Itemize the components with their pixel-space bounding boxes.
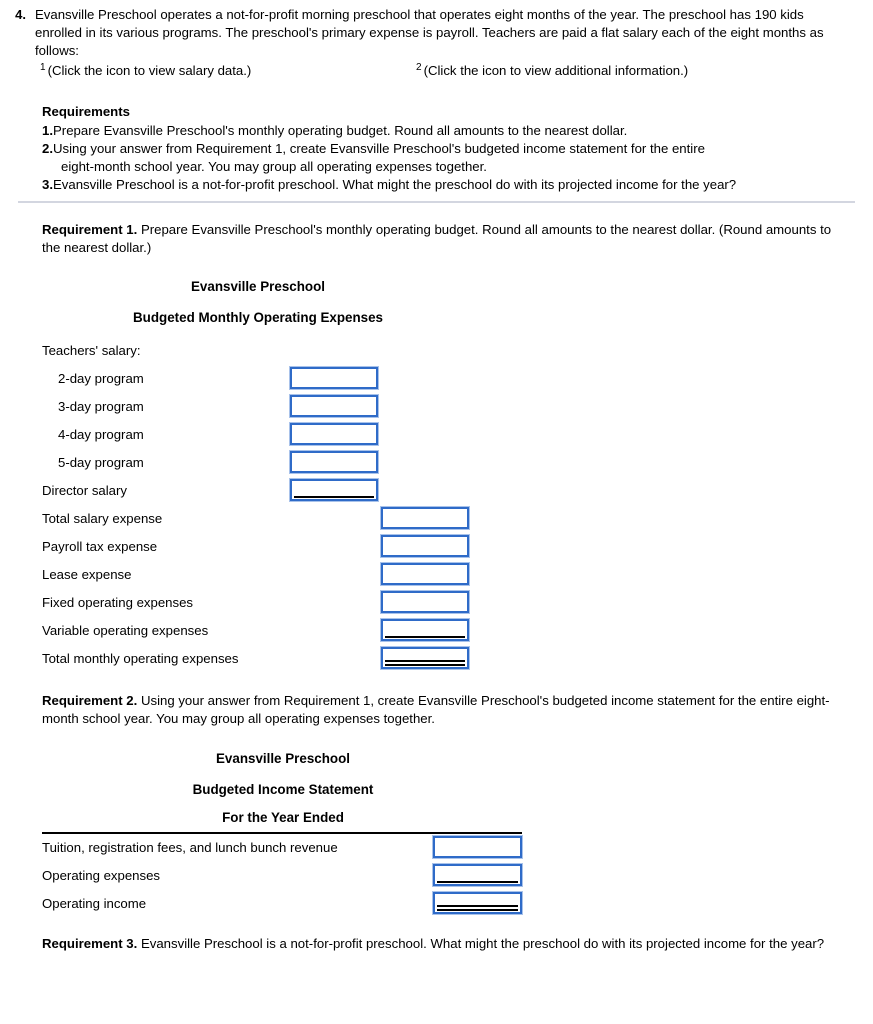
amount-input[interactable]	[383, 565, 467, 583]
amount-column-1	[290, 561, 381, 589]
amount-input-box[interactable]	[381, 619, 469, 641]
row-gutter	[0, 561, 42, 589]
amount-input-box[interactable]	[433, 892, 522, 914]
row-gutter	[0, 834, 42, 862]
requirement-3-label: Requirement 3.	[42, 936, 138, 951]
row-gutter	[0, 337, 42, 365]
row-gutter	[0, 890, 42, 918]
amount-column-2	[381, 393, 472, 421]
row-gutter	[0, 617, 42, 645]
row-gutter	[0, 533, 42, 561]
row-gutter	[0, 449, 42, 477]
amount-input[interactable]	[292, 425, 376, 443]
table-row	[0, 645, 472, 673]
subtotal-rule	[385, 636, 465, 638]
amount-cell	[433, 890, 524, 918]
amount-column-1	[290, 337, 381, 365]
income-table	[0, 834, 524, 918]
requirement-list-text-3: Evansville Preschool is a not-for-profit preschool. What might the preschool do with its projected income for the year?	[53, 176, 737, 192]
amount-input-box[interactable]	[381, 647, 469, 669]
amount-column-1	[290, 365, 381, 393]
budgeted-monthly-operating-expenses-sheet	[0, 278, 560, 673]
amount-column	[433, 890, 524, 918]
additional-info-hint[interactable]	[416, 62, 688, 80]
requirement-1-text: Prepare Evansville Preschool's monthly operating budget. Round all amounts to the nearest dollar. (Round amounts to the nearest dollar.)	[42, 222, 832, 255]
table-row	[0, 589, 472, 617]
amount-cell	[381, 589, 472, 617]
requirement-2-label: Requirement 2.	[42, 693, 138, 708]
amount-input-box[interactable]	[290, 395, 378, 417]
salary-data-hint-label: (Click the icon to view salary data.)	[47, 63, 252, 78]
row-label: Operating income	[42, 895, 147, 911]
requirement-2-paragraph	[42, 692, 848, 728]
amount-input[interactable]	[292, 453, 376, 471]
amount-cell	[290, 477, 381, 505]
income-sheet-company-title: Evansville Preschool	[216, 751, 350, 766]
amount-input-box[interactable]	[290, 367, 378, 389]
amount-cell	[381, 505, 472, 533]
amount-column-2	[381, 505, 472, 533]
amount-input[interactable]	[383, 537, 467, 555]
amount-cell	[433, 834, 524, 862]
row-label: 5-day program	[58, 455, 144, 471]
row-gutter	[0, 393, 42, 421]
amount-input[interactable]	[292, 397, 376, 415]
amount-column-1	[290, 617, 381, 645]
footnote-marker-2: 2	[416, 61, 422, 73]
income-sheet-period-title: For the Year Ended	[222, 810, 344, 826]
income-sheet-statement-title: Budgeted Income Statement	[192, 782, 374, 798]
row-label: Total salary expense	[42, 511, 163, 527]
amount-input-box[interactable]	[290, 423, 378, 445]
amount-column-2	[381, 421, 472, 449]
table-row	[0, 834, 524, 862]
amount-input-box[interactable]	[381, 535, 469, 557]
amount-input-box[interactable]	[290, 479, 378, 501]
amount-input[interactable]	[435, 838, 520, 856]
requirements-block	[42, 103, 852, 194]
amount-cell	[381, 533, 472, 561]
amount-column-2	[381, 477, 472, 505]
problem-text: Evansville Preschool operates a not-for-profit morning preschool that operates eight months of the year. The preschool has 190 kids enrolled in its various programs. The preschool's primary expense is payroll. Teachers are paid a flat salary each of the eight months as follows:	[35, 7, 824, 58]
row-gutter	[0, 477, 42, 505]
requirement-2-text: Using your answer from Requirement 1, create Evansville Preschool's budgeted income statement for the entire eight-month school year. You may group all operating expenses together.	[42, 693, 830, 726]
amount-column-2	[381, 365, 472, 393]
amount-input[interactable]	[383, 509, 467, 527]
salary-data-hint[interactable]	[40, 62, 251, 80]
requirement-list-text-2-cont: eight-month school year. You may group all operating expenses together.	[61, 158, 487, 174]
amount-cell	[381, 561, 472, 589]
table-row	[0, 337, 472, 365]
problem-text-body	[26, 0, 867, 60]
footnote-marker-1: 1	[40, 61, 46, 73]
amount-cell	[290, 393, 381, 421]
amount-column-1	[290, 393, 381, 421]
requirement-list-text-2: Using your answer from Requirement 1, create Evansville Preschool's budgeted income statement for the entire	[53, 140, 705, 156]
row-gutter	[0, 645, 42, 673]
amount-input-box[interactable]	[381, 563, 469, 585]
amount-column-2	[381, 533, 472, 561]
amount-column	[433, 834, 524, 862]
row-label: Director salary	[42, 483, 128, 499]
row-label: Operating expenses	[42, 867, 161, 883]
problem-number: 4.	[15, 7, 26, 22]
budget-table	[0, 337, 472, 673]
row-label: Variable operating expenses	[42, 623, 209, 639]
amount-column-1	[290, 421, 381, 449]
requirement-1-label: Requirement 1.	[42, 222, 138, 237]
subtotal-rule	[294, 496, 374, 498]
amount-column-1	[290, 589, 381, 617]
requirement-list-item-1	[42, 122, 852, 140]
amount-column-2	[381, 449, 472, 477]
subtotal-rule	[385, 664, 465, 666]
table-row	[0, 449, 472, 477]
amount-column-2	[381, 337, 472, 365]
requirement-list-number-1: 1.	[42, 122, 53, 138]
row-label: Teachers' salary:	[42, 343, 141, 359]
row-gutter	[0, 365, 42, 393]
table-row	[0, 477, 472, 505]
budgeted-income-statement-sheet	[0, 750, 600, 918]
row-label: Tuition, registration fees, and lunch bunch revenue	[42, 839, 338, 855]
amount-input-box[interactable]	[290, 451, 378, 473]
amount-cell	[290, 365, 381, 393]
row-label: Lease expense	[42, 567, 132, 583]
amount-column-1	[290, 533, 381, 561]
table-row	[0, 421, 472, 449]
table-row	[0, 890, 524, 918]
amount-cell	[381, 617, 472, 645]
amount-cell	[290, 421, 381, 449]
amount-cell	[290, 449, 381, 477]
additional-info-hint-label: (Click the icon to view additional information.)	[423, 63, 689, 78]
requirement-list-text-1: Prepare Evansville Preschool's monthly operating budget. Round all amounts to the nearest dollar.	[53, 122, 628, 138]
amount-column-2	[381, 645, 472, 673]
row-gutter	[0, 505, 42, 533]
row-label: Total monthly operating expenses	[42, 651, 239, 667]
row-gutter	[0, 862, 42, 890]
problem-statement	[0, 0, 873, 60]
total-rule	[385, 660, 465, 662]
amount-column-2	[381, 589, 472, 617]
table-row	[0, 617, 472, 645]
row-label: 3-day program	[58, 399, 144, 415]
row-label: 4-day program	[58, 427, 144, 443]
amount-column-1	[290, 449, 381, 477]
row-label: 2-day program	[58, 371, 144, 387]
budget-sheet-statement-title: Budgeted Monthly Operating Expenses	[133, 310, 383, 326]
total-rule	[437, 905, 518, 907]
section-divider	[18, 201, 855, 203]
table-row	[0, 505, 472, 533]
amount-column-2	[381, 561, 472, 589]
amount-column-2	[381, 617, 472, 645]
amount-column-1	[290, 505, 381, 533]
row-gutter	[0, 589, 42, 617]
amount-input-box[interactable]	[433, 864, 522, 886]
table-row	[0, 862, 524, 890]
subtotal-rule	[437, 881, 518, 883]
budget-sheet-company-title: Evansville Preschool	[191, 279, 325, 294]
requirement-3-text: Evansville Preschool is a not-for-profit preschool. What might the preschool do with its projected income for the year?	[137, 936, 825, 951]
amount-column	[433, 862, 524, 890]
amount-column-1	[290, 645, 381, 673]
requirement-3-paragraph	[42, 935, 848, 953]
subtotal-rule	[437, 909, 518, 911]
table-row	[0, 533, 472, 561]
requirement-list-item-3	[42, 176, 852, 194]
hint-row	[35, 62, 835, 88]
amount-cell	[381, 645, 472, 673]
amount-input-box[interactable]	[433, 836, 522, 858]
row-gutter	[0, 421, 42, 449]
requirements-heading: Requirements	[42, 104, 130, 119]
table-row	[0, 561, 472, 589]
table-row	[0, 393, 472, 421]
amount-input[interactable]	[383, 593, 467, 611]
amount-input-box[interactable]	[381, 591, 469, 613]
amount-input[interactable]	[292, 369, 376, 387]
amount-input-box[interactable]	[381, 507, 469, 529]
amount-column-1	[290, 477, 381, 505]
row-label: Payroll tax expense	[42, 539, 158, 555]
row-label: Fixed operating expenses	[42, 595, 194, 611]
table-row	[0, 365, 472, 393]
amount-cell	[433, 862, 524, 890]
requirement-list-number-2: 2.	[42, 140, 53, 156]
requirement-list-item-2	[42, 140, 852, 176]
requirement-list-number-3: 3.	[42, 176, 53, 192]
requirement-1-paragraph	[42, 221, 848, 257]
